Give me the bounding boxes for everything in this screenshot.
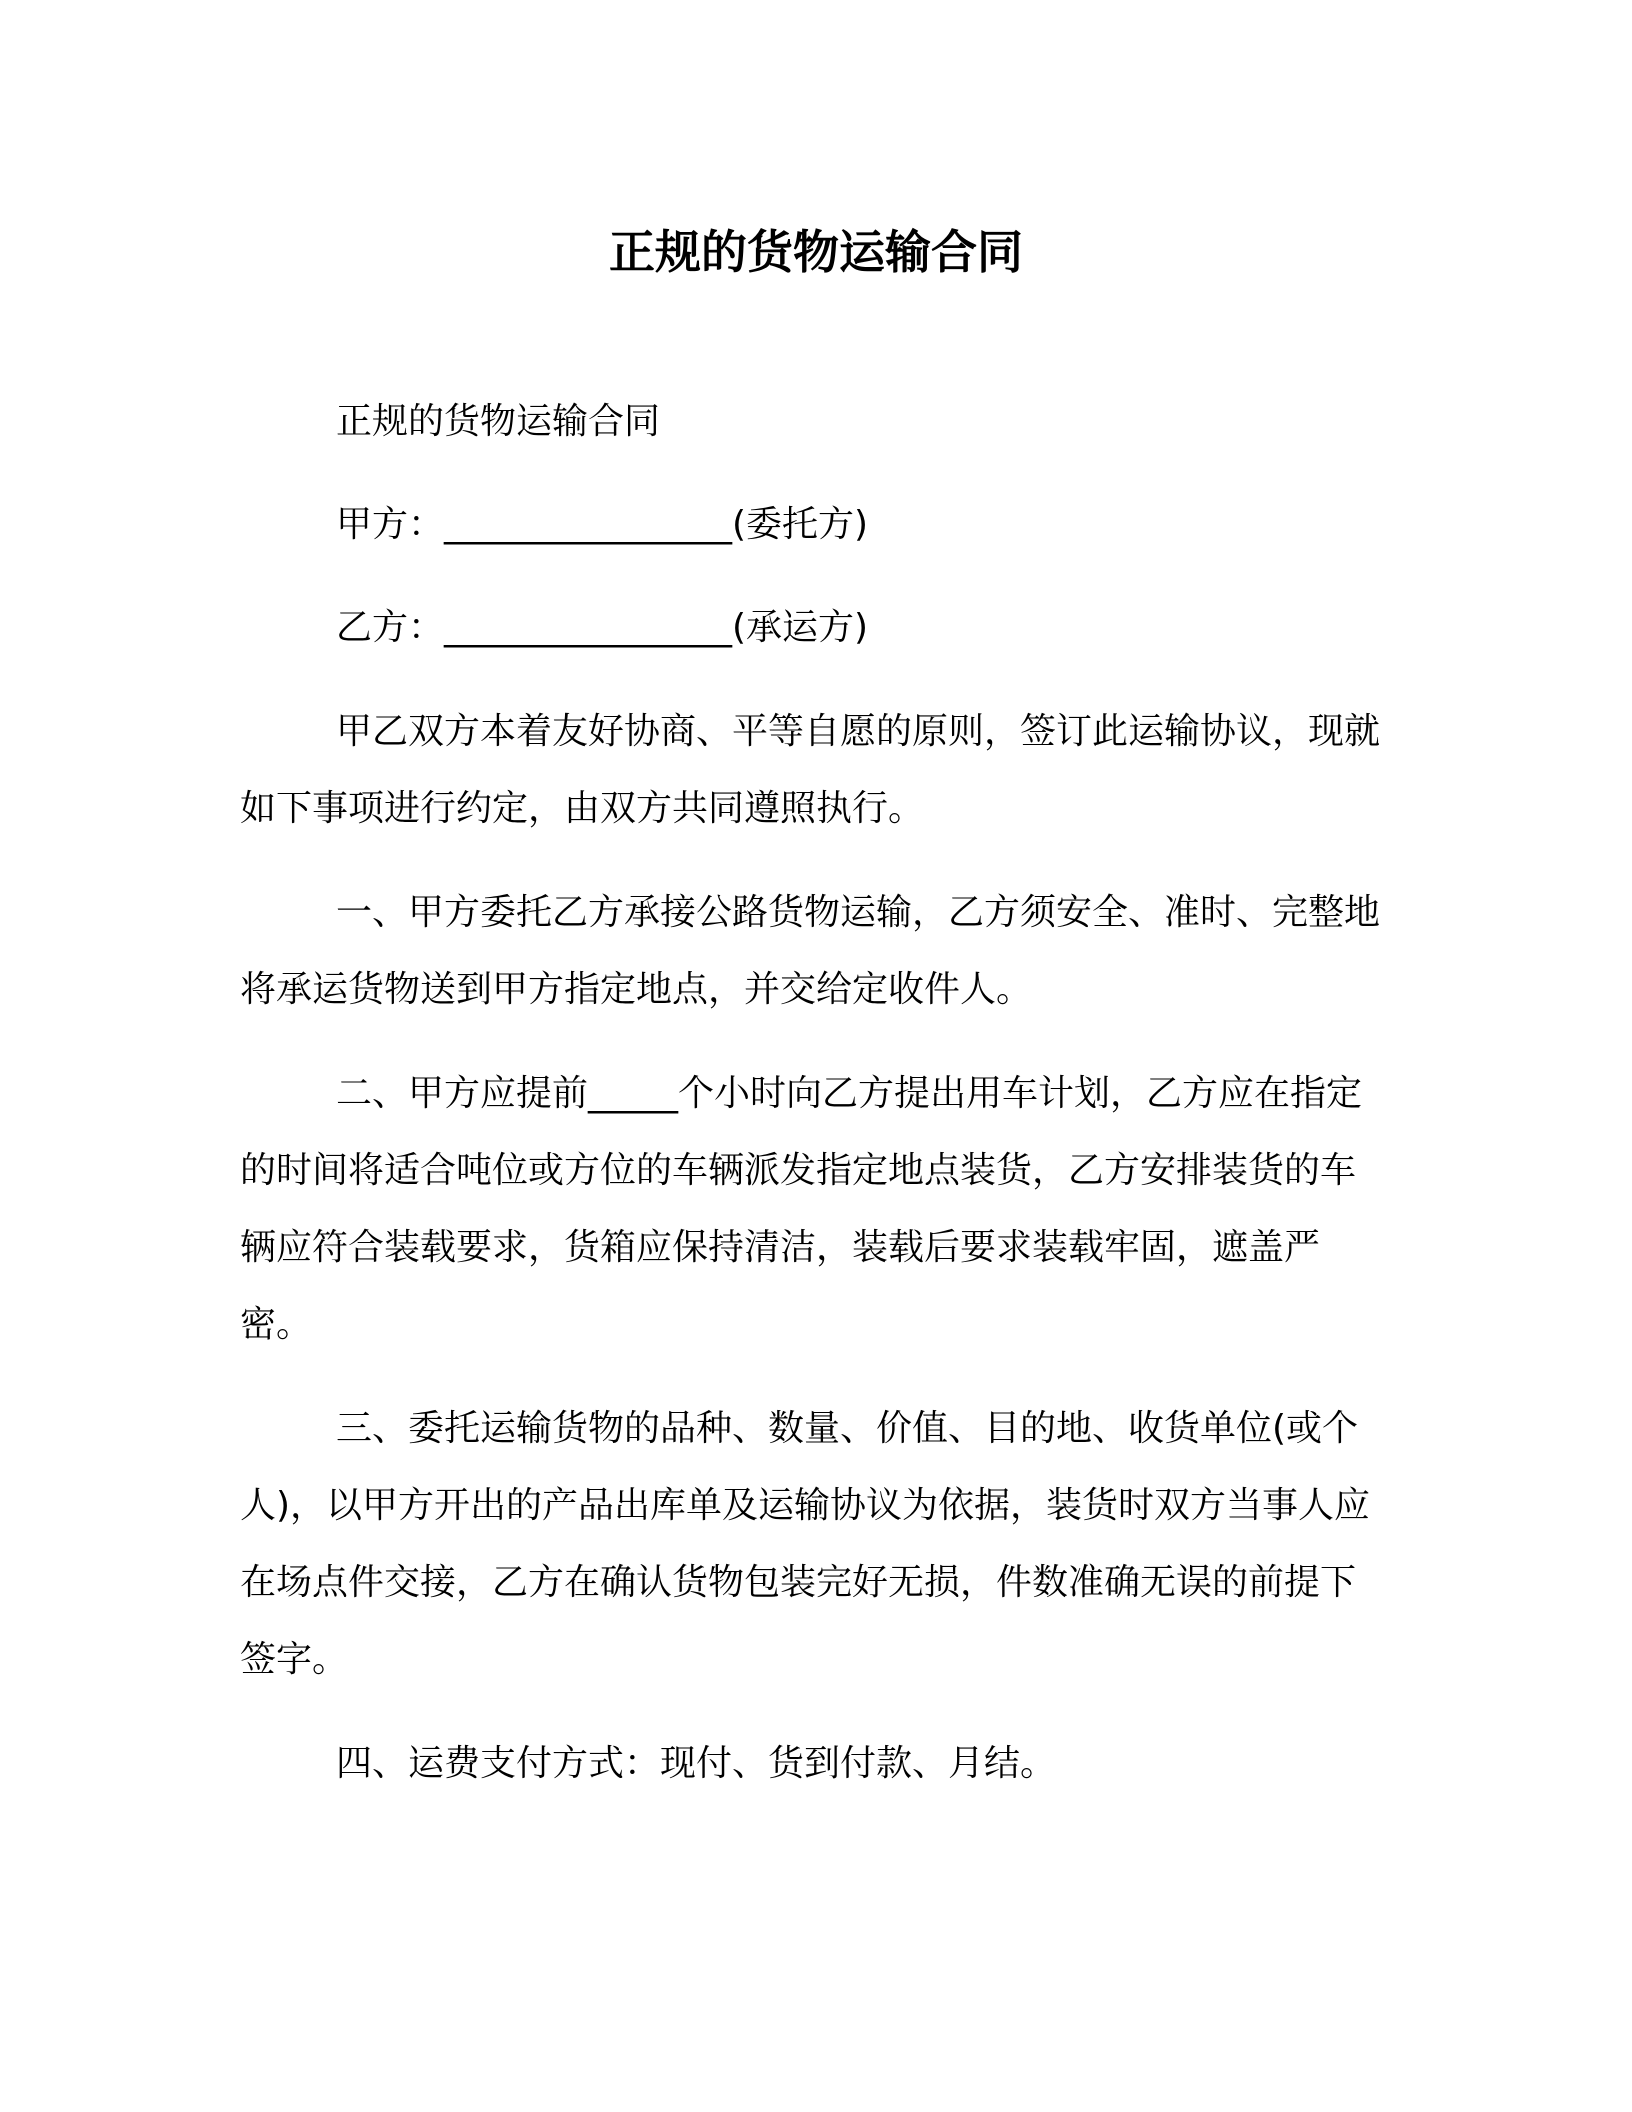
clause-3-paragraph: 三、委托运输货物的品种、数量、价值、目的地、收货单位(或个人)，以甲方开出的产品出库单及运输协议为依据，装货时双方当事人应在场点件交接，乙方在确认货物包装完好无损，件数准确无误的前提下签字。 xyxy=(240,1408,1371,1680)
clause-1-paragraph: 一、甲方委托乙方承接公路货物运输，乙方须安全、准时、完整地将承运货物送到甲方指定地点，并交给定收件人。 xyxy=(240,892,1381,1010)
document-title: 正规的货物运输合同 xyxy=(609,225,1023,279)
party-b-line: 乙方：________________(承运方) xyxy=(336,607,869,648)
party-a-line: 甲方：________________(委托方) xyxy=(336,504,869,545)
subtitle-paragraph: 正规的货物运输合同 xyxy=(336,401,661,442)
preamble-paragraph: 甲乙双方本着友好协商、平等自愿的原则，签订此运输协议，现就如下事项进行约定，由双方共同遵照执行。 xyxy=(240,711,1381,829)
clause-4-paragraph: 四、运费支付方式：现付、货到付款、月结。 xyxy=(336,1743,1057,1784)
clause-2-paragraph: 二、甲方应提前_____个小时向乙方提出用车计划，乙方应在指定的时间将适合吨位或方位的车辆派发指定地点装货，乙方安排装货的车辆应符合装载要求，货箱应保持清洁，装载后要求装载牢固，遮盖严密。 xyxy=(240,1073,1363,1345)
